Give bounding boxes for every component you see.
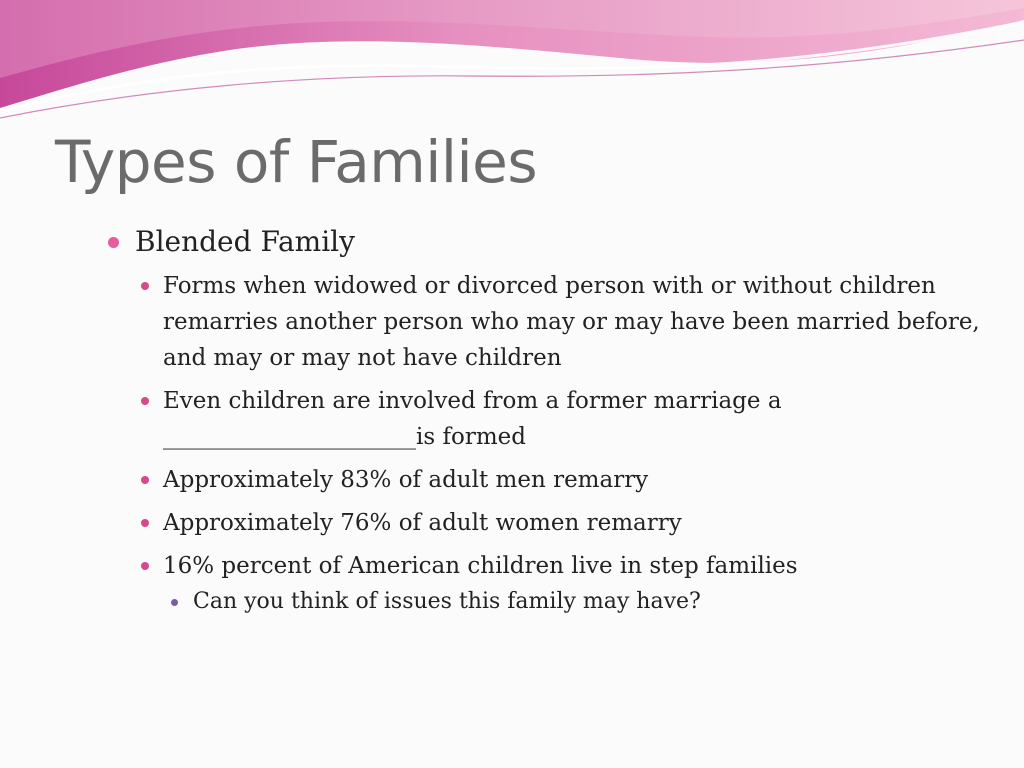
sub-point-text: Can you think of issues this family may have? [193,589,701,614]
list-item [135,383,993,455]
point-text: Even children are involved from a former marriage a ______________________is formed [163,388,782,450]
list-item [105,222,980,620]
point-text: Approximately 76% of adult women remarry [163,510,682,536]
bullet-list [105,222,980,627]
point-text: 16% percent of American children live in step families [163,553,798,579]
slide-title: Types of Families [55,128,538,196]
bullet-dot-icon [141,397,149,405]
bullet-dot-icon [141,562,149,570]
bullet-dot-icon [141,282,149,290]
bullet-dot-icon [141,476,149,484]
point-text: Approximately 83% of adult men remarry [163,467,649,493]
heading-bullet-text: Blended Family [135,225,355,258]
list-item [135,548,993,620]
list-item [135,505,993,541]
list-item [135,462,993,498]
decorative-wave-banner [0,0,1024,130]
bullet-dot-icon [108,237,119,248]
list-item [135,268,993,376]
point-text: Forms when widowed or divorced person with or without children remarries another person who may or may have been married before, and may or may not have children [163,273,980,371]
sub-sub-bullet-list [163,584,993,620]
bullet-dot-icon [171,599,178,606]
bullet-dot-icon [141,519,149,527]
list-item [163,584,993,620]
sub-bullet-list [135,268,980,620]
